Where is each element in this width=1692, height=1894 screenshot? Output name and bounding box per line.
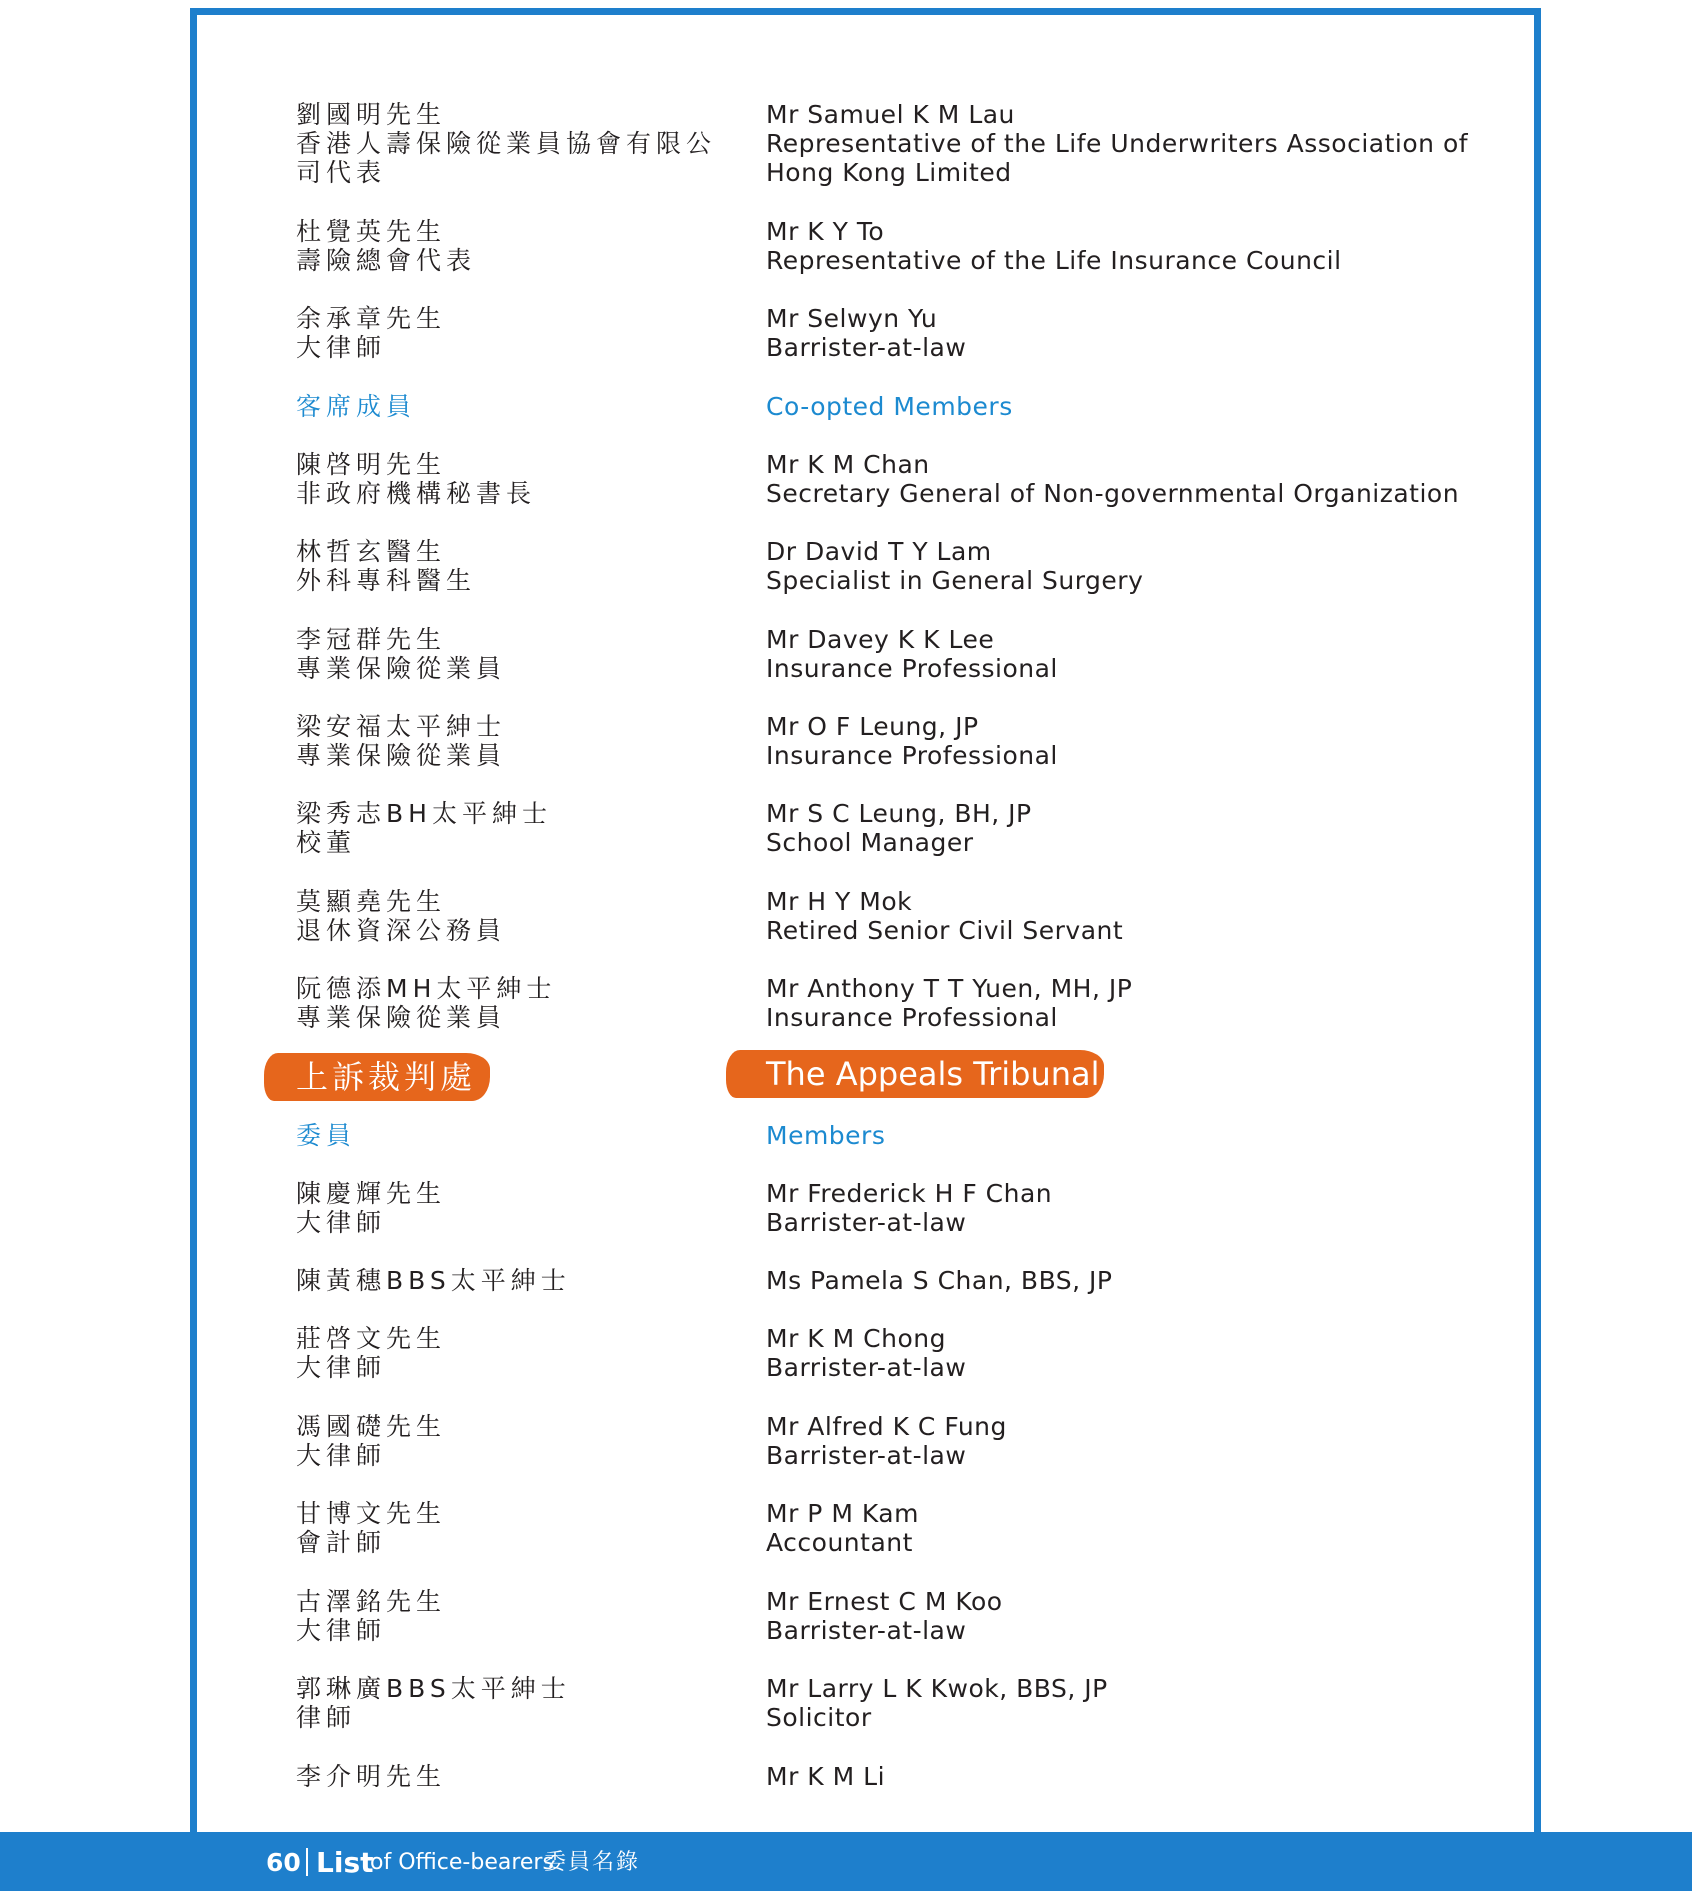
member-name-en: Mr H Y Mok Retired Senior Civil Servant bbox=[766, 887, 1124, 945]
member-name-zh: 阮德添MH太平紳士 專業保險從業員 bbox=[296, 974, 557, 1032]
section-heading-en: Co-opted Members bbox=[766, 392, 1013, 421]
member-name-zh: 莊啓文先生 大律師 bbox=[296, 1324, 447, 1382]
member-name-en: Mr K Y To Representative of the Life Insurance Council bbox=[766, 217, 1342, 275]
member-name-en: Mr K M Chong Barrister-at-law bbox=[766, 1324, 967, 1382]
member-name-zh: 古澤銘先生 大律師 bbox=[296, 1587, 447, 1645]
member-name-en: Mr K M Chan Secretary General of Non-governmental Organization bbox=[766, 450, 1460, 508]
member-name-en: Mr S C Leung, BH, JP School Manager bbox=[766, 799, 1032, 857]
member-name-en: Mr P M Kam Accountant bbox=[766, 1499, 919, 1557]
member-name-zh: 莫顯堯先生 退休資深公務員 bbox=[296, 887, 507, 945]
section-banner-en: The Appeals Tribunal bbox=[726, 1050, 1104, 1098]
page-number: 60 bbox=[266, 1848, 301, 1877]
member-name-zh: 杜覺英先生 壽險總會代表 bbox=[296, 217, 477, 275]
member-name-zh: 李介明先生 bbox=[296, 1762, 447, 1791]
footer-title-zh: 委員名錄 bbox=[544, 1850, 641, 1875]
member-name-en: Mr Anthony T T Yuen, MH, JP Insurance Professional bbox=[766, 974, 1133, 1032]
footer-divider bbox=[306, 1848, 308, 1876]
member-name-en: Mr Alfred K C Fung Barrister-at-law bbox=[766, 1412, 1007, 1470]
member-name-en: Ms Pamela S Chan, BBS, JP bbox=[766, 1266, 1113, 1295]
member-name-zh: 甘博文先生 會計師 bbox=[296, 1499, 447, 1557]
page-footer bbox=[0, 1832, 1692, 1891]
member-name-zh: 郭琳廣BBS太平紳士 律師 bbox=[296, 1674, 571, 1732]
member-name-en: Dr David T Y Lam Specialist in General Surgery bbox=[766, 537, 1144, 595]
member-name-zh: 林哲玄醫生 外科專科醫生 bbox=[296, 537, 477, 595]
member-name-en: Mr Selwyn Yu Barrister-at-law bbox=[766, 304, 967, 362]
member-name-zh: 余承章先生 大律師 bbox=[296, 304, 447, 362]
member-name-en: Mr Larry L K Kwok, BBS, JP Solicitor bbox=[766, 1674, 1108, 1732]
member-name-zh: 梁秀志BH太平紳士 校董 bbox=[296, 799, 552, 857]
member-name-en: Mr O F Leung, JP Insurance Professional bbox=[766, 712, 1058, 770]
member-name-zh: 李冠群先生 專業保險從業員 bbox=[296, 625, 507, 683]
member-name-zh: 陳黃穗BBS太平紳士 bbox=[296, 1266, 571, 1295]
member-name-zh: 陳慶輝先生 大律師 bbox=[296, 1179, 447, 1237]
member-name-en: Mr K M Li bbox=[766, 1762, 886, 1791]
section-banner-zh: 上訴裁判處 bbox=[264, 1053, 490, 1101]
member-name-en: Mr Ernest C M Koo Barrister-at-law bbox=[766, 1587, 1003, 1645]
member-name-en: Mr Frederick H F Chan Barrister-at-law bbox=[766, 1179, 1053, 1237]
section-heading-zh: 客席成員 bbox=[296, 392, 417, 421]
member-name-zh: 陳啓明先生 非政府機構秘書長 bbox=[296, 450, 537, 508]
member-name-zh: 馮國礎先生 大律師 bbox=[296, 1412, 447, 1470]
member-name-en: Mr Samuel K M Lau Representative of the Life Underwriters Association of Hong Kong Limited bbox=[766, 100, 1469, 187]
section-heading-zh: 委員 bbox=[296, 1121, 357, 1150]
member-name-zh: 劉國明先生 香港人壽保險從業員協會有限公 司代表 bbox=[296, 100, 717, 187]
footer-title: of Office-bearers bbox=[370, 1850, 554, 1875]
member-name-en: Mr Davey K K Lee Insurance Professional bbox=[766, 625, 1058, 683]
member-name-zh: 梁安福太平紳士 專業保險從業員 bbox=[296, 712, 507, 770]
footer-list-word: List bbox=[316, 1846, 374, 1879]
section-heading-en: Members bbox=[766, 1121, 886, 1150]
